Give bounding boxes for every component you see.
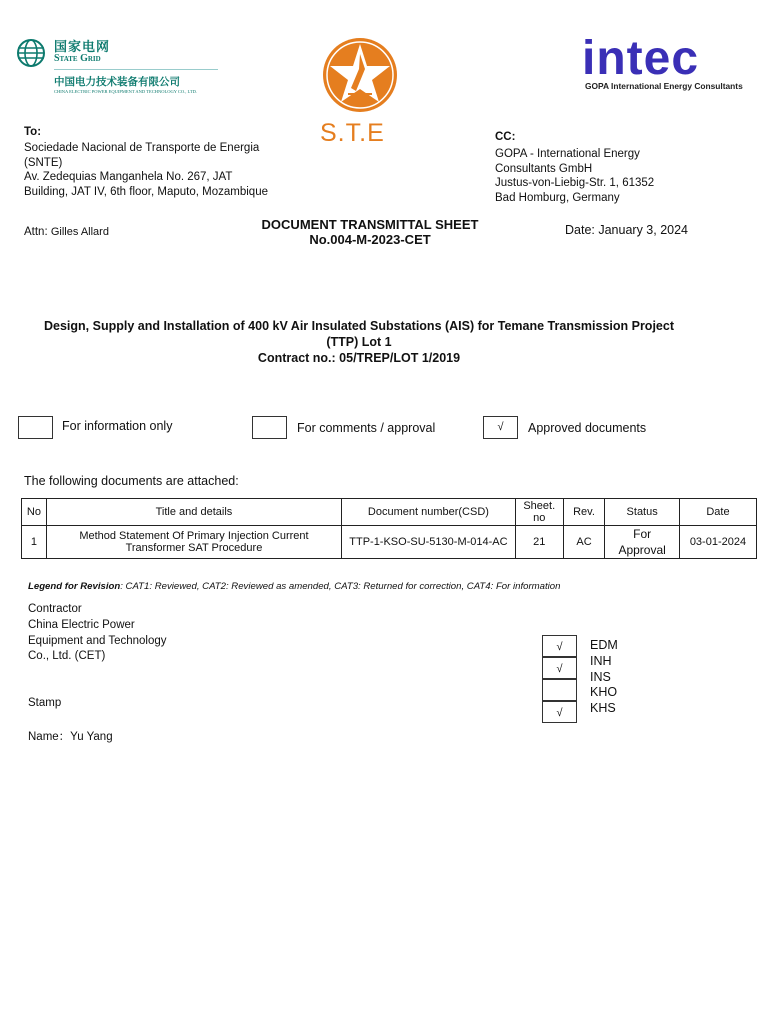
cell-doc-number: TTP-1-KSO-SU-5130-M-014-AC <box>341 526 515 559</box>
distribution-label: INH <box>590 653 612 668</box>
company-en-name: CHINA ELECTRIC POWER EQUIPMENT AND TECHNOLOGY CO., LTD. <box>54 89 198 94</box>
column-header: Date <box>679 499 756 526</box>
project-title-cont: (TTP) Lot 1 <box>326 335 392 349</box>
cell-date: 03-01-2024 <box>679 526 756 559</box>
attached-intro: The following documents are attached: <box>24 474 239 488</box>
attn-label: Attn: <box>24 226 48 238</box>
ste-logo-text: S.T.E <box>320 119 385 147</box>
state-grid-en-name: State Grid <box>54 53 101 64</box>
intec-logo: intec <box>582 32 700 85</box>
address-line: Av. Zedequias Manganhela No. 267, JAT <box>24 171 233 184</box>
address-line: Bad Homburg, Germany <box>495 191 620 204</box>
globe-icon <box>16 38 46 68</box>
title-line: DOCUMENT TRANSMITTAL SHEET <box>261 217 479 232</box>
column-header: Sheet. no <box>515 499 563 526</box>
to-label: To: <box>24 126 42 138</box>
cell-rev: AC <box>563 526 605 559</box>
cell-no: 1 <box>22 526 47 559</box>
ste-emblem-icon <box>316 36 404 114</box>
contractor-line: Contractor <box>28 603 82 615</box>
approved-documents-checkbox[interactable]: √ <box>483 416 518 439</box>
column-header: Rev. <box>563 499 605 526</box>
logo-divider <box>54 69 218 70</box>
document-date: Date: January 3, 2024 <box>565 223 688 237</box>
cc-label: CC: <box>495 131 516 143</box>
info-only-label: For information only <box>62 419 173 433</box>
cell-sheet-no: 21 <box>515 526 563 559</box>
cc-address <box>495 147 654 205</box>
attn-name: Gilles Allard <box>50 226 109 238</box>
distribution-label: INS <box>590 669 611 684</box>
address-line: Justus-von-Liebig-Str. 1, 61352 <box>495 177 655 190</box>
recipient-address <box>24 141 268 199</box>
legend-label: Legend for Revision <box>28 581 121 592</box>
contractor-line: China Electric Power <box>28 618 135 631</box>
revision-legend <box>28 581 560 592</box>
legend-text: : CAT1: Reviewed, CAT2: Reviewed as amended, CAT3: Returned for correction, CAT4: For information <box>120 581 561 592</box>
approved-documents-label: Approved documents <box>528 421 647 435</box>
contractor-line: Equipment and Technology <box>28 634 167 647</box>
column-header: Document number(CSD) <box>341 499 515 526</box>
comments-approval-label: For comments / approval <box>297 421 436 435</box>
contractor-block <box>28 602 167 665</box>
contract-number: Contract no.: 05/TREP/LOT 1/2019 <box>257 351 461 365</box>
address-line: Building, JAT IV, 6th floor, Maputo, Mozambique <box>24 185 268 198</box>
inh-checkbox[interactable]: √ <box>542 657 577 679</box>
stamp-label: Stamp <box>28 697 62 709</box>
address-line: GOPA - International Energy <box>495 148 640 160</box>
address-line: (SNTE) <box>24 156 63 169</box>
intec-tagline: GOPA International Energy Consultants <box>585 81 743 91</box>
table-header-row <box>22 499 757 526</box>
project-heading <box>24 318 694 366</box>
signatory-name: Name：Yu Yang <box>28 731 113 743</box>
document-number: No.004-M-2023-CET <box>309 232 431 247</box>
page-title <box>220 217 520 247</box>
comments-approval-checkbox[interactable] <box>252 416 287 439</box>
column-header: No <box>22 499 47 526</box>
address-line: Consultants GmbH <box>495 162 593 175</box>
khs-checkbox[interactable]: √ <box>542 701 577 723</box>
column-header: Title and details <box>46 499 341 526</box>
ins-checkbox[interactable] <box>542 679 577 701</box>
distribution-label: KHS <box>590 701 616 716</box>
contractor-line: Co., Ltd. (CET) <box>28 650 106 663</box>
company-cn-name: 中国电力技术装备有限公司 <box>54 76 180 88</box>
cell-title: Method Statement Of Primary Injection Current Transformer SAT Procedure <box>46 526 341 559</box>
cell-status: For Approval <box>605 526 680 559</box>
edm-checkbox[interactable]: √ <box>542 635 577 657</box>
distribution-label: EDM <box>590 638 618 652</box>
column-header: Status <box>605 499 680 526</box>
address-line: Sociedade Nacional de Transporte de Energia <box>24 142 260 154</box>
project-title: Design, Supply and Installation of 400 kV Air Insulated Substations (AIS) for Temane Transmission Project <box>44 319 674 333</box>
table-row <box>22 526 757 559</box>
info-only-checkbox[interactable] <box>18 416 53 439</box>
documents-table <box>21 498 757 559</box>
distribution-label: KHO <box>590 685 618 700</box>
state-grid-logo <box>16 36 226 98</box>
state-grid-cn-name: 国家电网 <box>54 40 111 55</box>
distribution-list <box>590 638 618 717</box>
attention-line <box>24 226 109 238</box>
